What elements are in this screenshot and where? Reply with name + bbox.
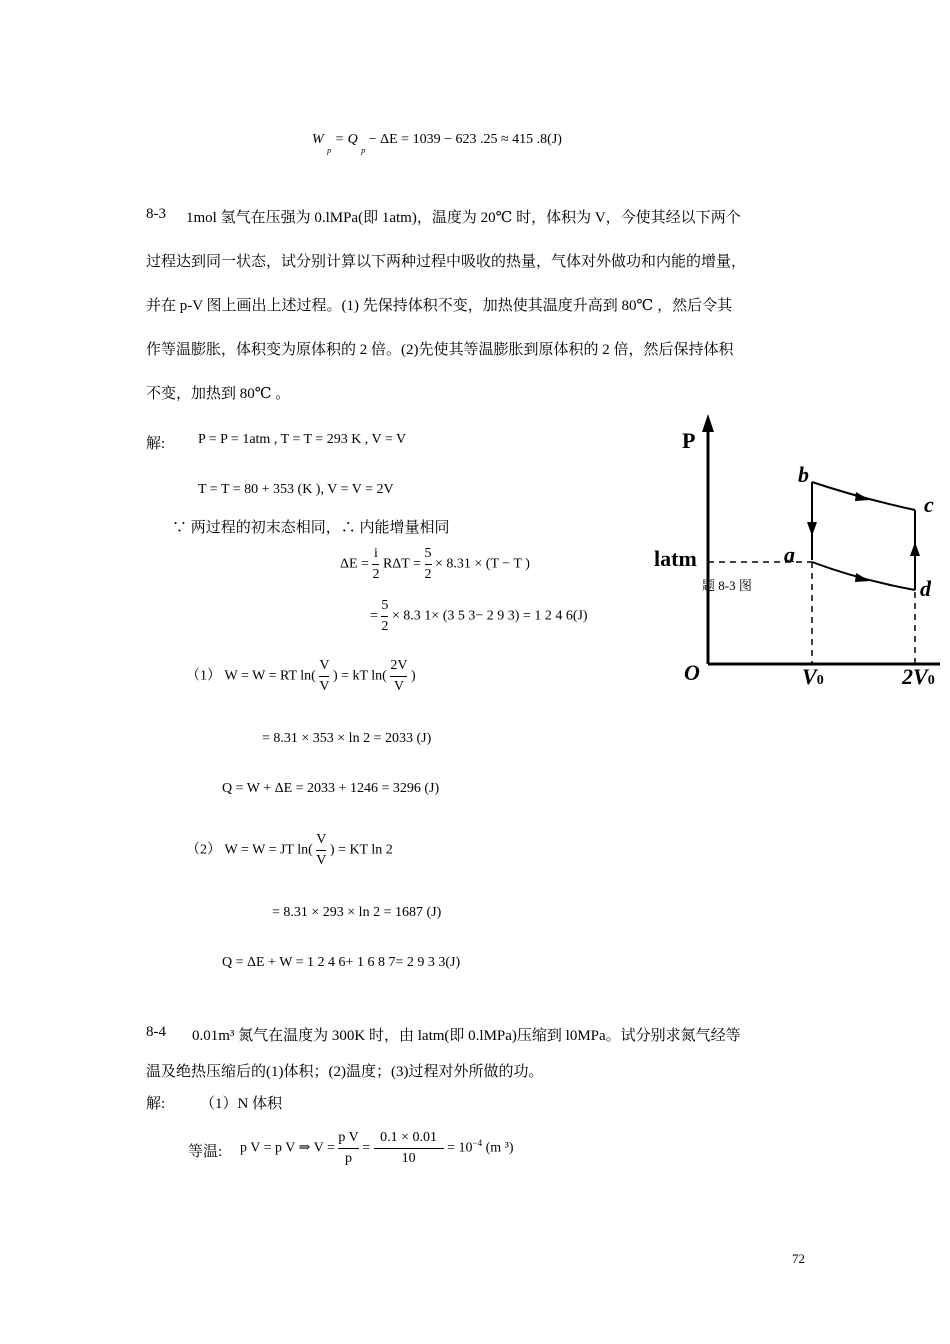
iso-mid: = — [362, 1140, 371, 1156]
solution-label: 解: — [146, 436, 166, 452]
eq-top-rhs: − ΔE = 1039 − 623 .25 ≈ 415 .8(J) — [368, 132, 562, 147]
2v0-main: 2V — [902, 664, 928, 689]
frac-num: V — [319, 658, 330, 673]
w1-lhs: W = W = RT ln( — [224, 668, 316, 684]
point-c-label: c — [924, 492, 934, 517]
iso-lhs: p V = p V ⇒ V = — [240, 1140, 335, 1156]
part-1-text: （1）N 体积 — [200, 1096, 283, 1112]
because-line: ∵ 两过程的初末态相同，∴ 内能增量相同 — [172, 520, 450, 536]
delta-e-equation-2 — [370, 596, 588, 637]
eq-top-sub: p — [327, 146, 332, 155]
delta-e-mid: RΔT = — [382, 556, 421, 572]
frac-den: p — [338, 1148, 358, 1169]
process-bc — [812, 482, 915, 510]
isothermal-label: 等温: — [188, 1144, 223, 1160]
problem-8-3-line-4: 作等温膨胀，体积变为原体积的 2 倍。(2)先使其等温膨胀到原体积的 2 倍，然后保持体积 — [146, 342, 734, 358]
fraction-vd-over-va — [316, 830, 326, 871]
delta-e2-pre: = — [370, 608, 378, 624]
frac-num: 5 — [381, 598, 389, 613]
frac-den: 2 — [372, 564, 379, 585]
delta-e-equation-1 — [340, 544, 530, 585]
problem-8-4-number: 8-4 — [146, 1024, 166, 1040]
frac-num: 5 — [424, 546, 432, 561]
delta-e2-rhs: × 8.3 1× (3 5 3− 2 9 3) = 1 2 4 6(J) — [391, 608, 588, 624]
problem-8-4-line-2: 温及绝热压缩后的(1)体积；(2)温度；(3)过程对外所做的功。 — [146, 1064, 544, 1080]
process-ad — [812, 562, 915, 590]
part-2-label: （2） — [186, 842, 221, 858]
w1-mid: ) = kT ln( — [332, 668, 387, 684]
fraction-5-over-2-b — [381, 596, 388, 637]
eq-top-lhs: W — [312, 132, 324, 147]
delta-e-lhs: ΔE = — [340, 556, 369, 572]
frac-num: V — [316, 832, 327, 847]
frac-num: 0.1 × 0.01 — [380, 1130, 438, 1145]
fraction-vc-over-vb — [319, 656, 329, 697]
heat-abc-equation: Q = W + ΔE = 2033 + 1246 = 3296 (J) — [222, 781, 440, 796]
origin-label: O — [684, 660, 700, 685]
frac-den: 2 — [381, 616, 388, 637]
solution-8-4-label: 解: — [146, 1096, 166, 1112]
delta-e-rhs: × 8.31 × (T − T ) — [435, 556, 530, 572]
solution-line-1: P = P = 1atm , T = T = 293 K , V = V — [198, 432, 407, 447]
frac-den: V — [390, 676, 407, 697]
problem-8-3-line-3: 并在 p-V 图上画出上述过程。(1) 先保持体积不变，加热使其温度升高到 80℃ ，然后令其 — [146, 298, 733, 314]
page-number: 72 — [792, 1251, 805, 1266]
fraction-numeric — [374, 1128, 444, 1169]
iso-rhs: = 10 — [447, 1140, 473, 1156]
frac-den: 2 — [425, 564, 432, 585]
eq-top-sub-2: p — [361, 146, 366, 155]
top-work-equation — [312, 132, 562, 155]
v0-label — [802, 664, 824, 690]
frac-den: 10 — [374, 1148, 444, 1169]
problem-8-4-line-1: 0.01m³ 氮气在温度为 300K 时，由 latm(即 0.lMPa)压缩到 l0MPa。试分别求氮气经等 — [192, 1028, 741, 1044]
work-adc-equation — [186, 830, 393, 871]
2v0-sub: 0 — [927, 673, 935, 688]
isothermal-equation — [240, 1128, 514, 1169]
fraction-2v0-over-v0 — [390, 656, 407, 697]
iso-exp: −4 — [472, 1138, 483, 1149]
pressure-label: latm — [654, 546, 697, 571]
eq-top-mid: = Q — [334, 132, 358, 147]
fraction-5-over-2 — [425, 544, 432, 585]
solution-line-2: T = T = 80 + 353 (K ), V = V = 2V — [198, 482, 394, 497]
fraction-i-over-2 — [372, 544, 379, 585]
frac-num: p V — [338, 1130, 359, 1145]
w2-end: ) = KT ln 2 — [329, 842, 393, 858]
iso-unit: (m ³) — [485, 1140, 514, 1156]
arrow-ad-icon — [855, 573, 870, 582]
2v0-label — [902, 664, 935, 690]
point-d-label: d — [920, 576, 931, 601]
frac-den: V — [319, 676, 329, 697]
work-abc-value: = 8.31 × 353 × ln 2 = 2033 (J) — [262, 731, 432, 746]
v0-sub: 0 — [816, 673, 824, 688]
p-axis-arrow-icon — [702, 414, 714, 432]
w2-lhs: W = W = JT ln( — [224, 842, 313, 858]
heat-adc-equation: Q = ΔE + W = 1 2 4 6+ 1 6 8 7= 2 9 3 3(J) — [222, 955, 461, 970]
problem-8-3-line-1: 1mol 氢气在压强为 0.lMPa(即 1atm)，温度为 20℃ 时，体积为 V，今使其经以下两个 — [186, 210, 741, 226]
arrow-bc-icon — [855, 492, 870, 501]
figure-caption: 题 8-3 图 — [702, 578, 752, 593]
problem-8-3-line-5: 不变，加热到 80℃ 。 — [146, 386, 291, 402]
fraction-p1v1-over-p2 — [338, 1128, 358, 1169]
w1-end: ) — [410, 668, 416, 684]
solution-8-4-part-1 — [200, 1092, 282, 1113]
arrow-ab-icon — [807, 522, 817, 536]
frac-num: i — [374, 546, 378, 561]
problem-8-3-number: 8-3 — [146, 206, 166, 222]
problem-8-3-line-2: 过程达到同一状态，试分别计算以下两种过程中吸收的热量，气体对外做功和内能的增量， — [146, 254, 747, 270]
point-b-label: b — [798, 462, 809, 487]
axis-label-p: P — [682, 428, 696, 453]
point-a-label: a — [784, 542, 795, 567]
arrow-dc-icon — [910, 542, 920, 556]
work-adc-value: = 8.31 × 293 × ln 2 = 1687 (J) — [272, 905, 442, 920]
frac-den: V — [316, 850, 326, 871]
frac-num: 2V — [390, 658, 408, 673]
work-abc-equation — [186, 656, 416, 697]
v0-main: V — [802, 664, 817, 689]
part-1-label: （1） — [186, 668, 221, 684]
